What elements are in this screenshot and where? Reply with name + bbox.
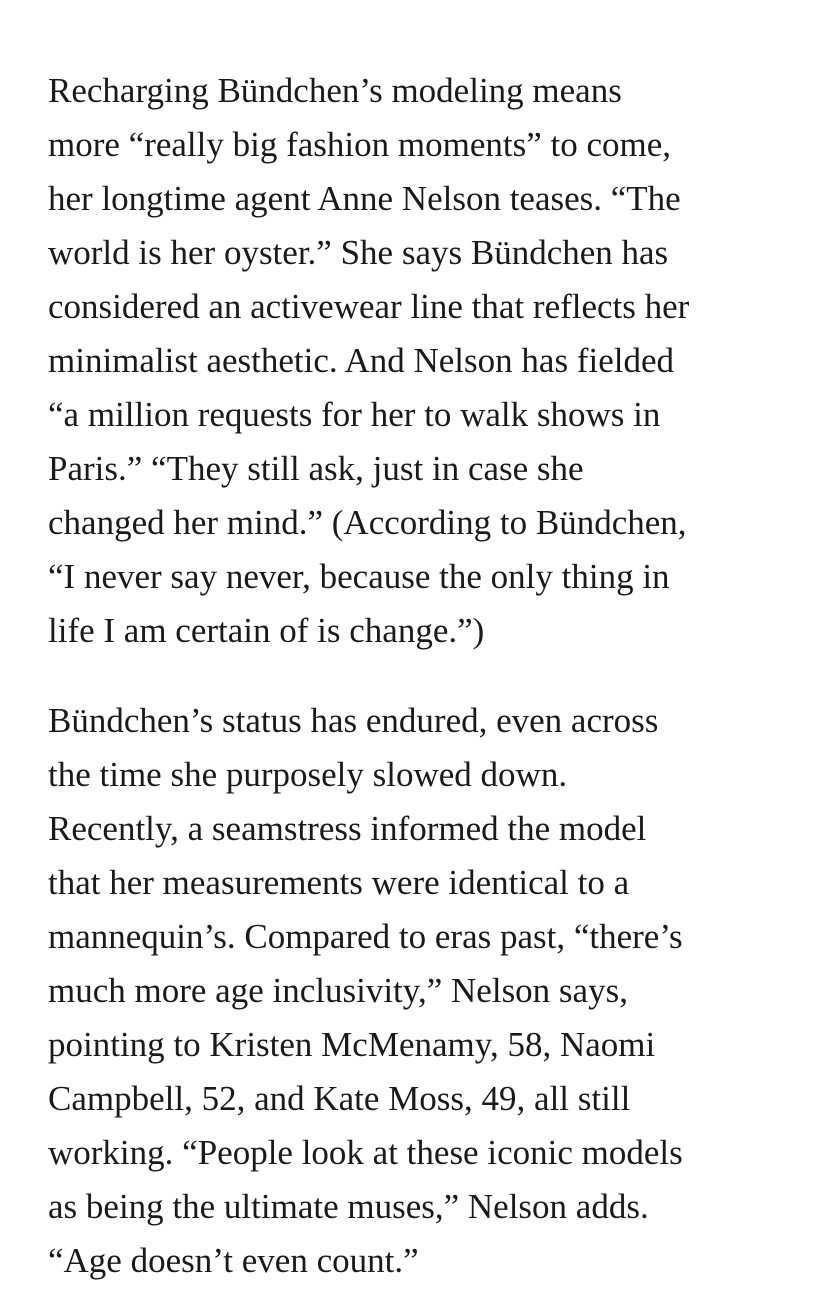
text-line: world is her oyster.” She says Bündchen has [48,233,669,272]
text-line: “a million requests for her to walk shows in [48,395,661,434]
text-line: her longtime agent Anne Nelson teases. “The [48,179,681,218]
article-body [48,64,808,1288]
text-line: mannequin’s. Compared to eras past, “there’s [48,917,683,956]
text-line: Bündchen’s status has endured, even across [48,701,659,740]
text-line: more “really big fashion moments” to come, [48,125,672,164]
text-line: the time she purposely slowed down. [48,755,568,794]
text-line: pointing to Kristen McMenamy, 58, Naomi [48,1025,656,1064]
text-line: life I am certain of is change.”) [48,611,485,650]
text-line: as being the ultimate muses,” Nelson adds. [48,1187,649,1226]
text-line: changed her mind.” (According to Bündchen, [48,503,687,542]
paragraph-2 [48,694,808,1288]
text-line: “I never say never, because the only thing in [48,557,670,596]
text-line: Campbell, 52, and Kate Moss, 49, all still [48,1079,631,1118]
text-line: much more age inclusivity,” Nelson says, [48,971,628,1010]
text-line: Recently, a seamstress informed the model [48,809,647,848]
text-line: that her measurements were identical to a [48,863,630,902]
text-line: Paris.” “They still ask, just in case she [48,449,584,488]
text-line: considered an activewear line that reflects her [48,287,690,326]
text-line: “Age doesn’t even count.” [48,1241,419,1280]
paragraph-1 [48,64,808,658]
text-line: working. “People look at these iconic models [48,1133,683,1172]
text-line: minimalist aesthetic. And Nelson has fielded [48,341,674,380]
text-line: Recharging Bündchen’s modeling means [48,71,622,110]
